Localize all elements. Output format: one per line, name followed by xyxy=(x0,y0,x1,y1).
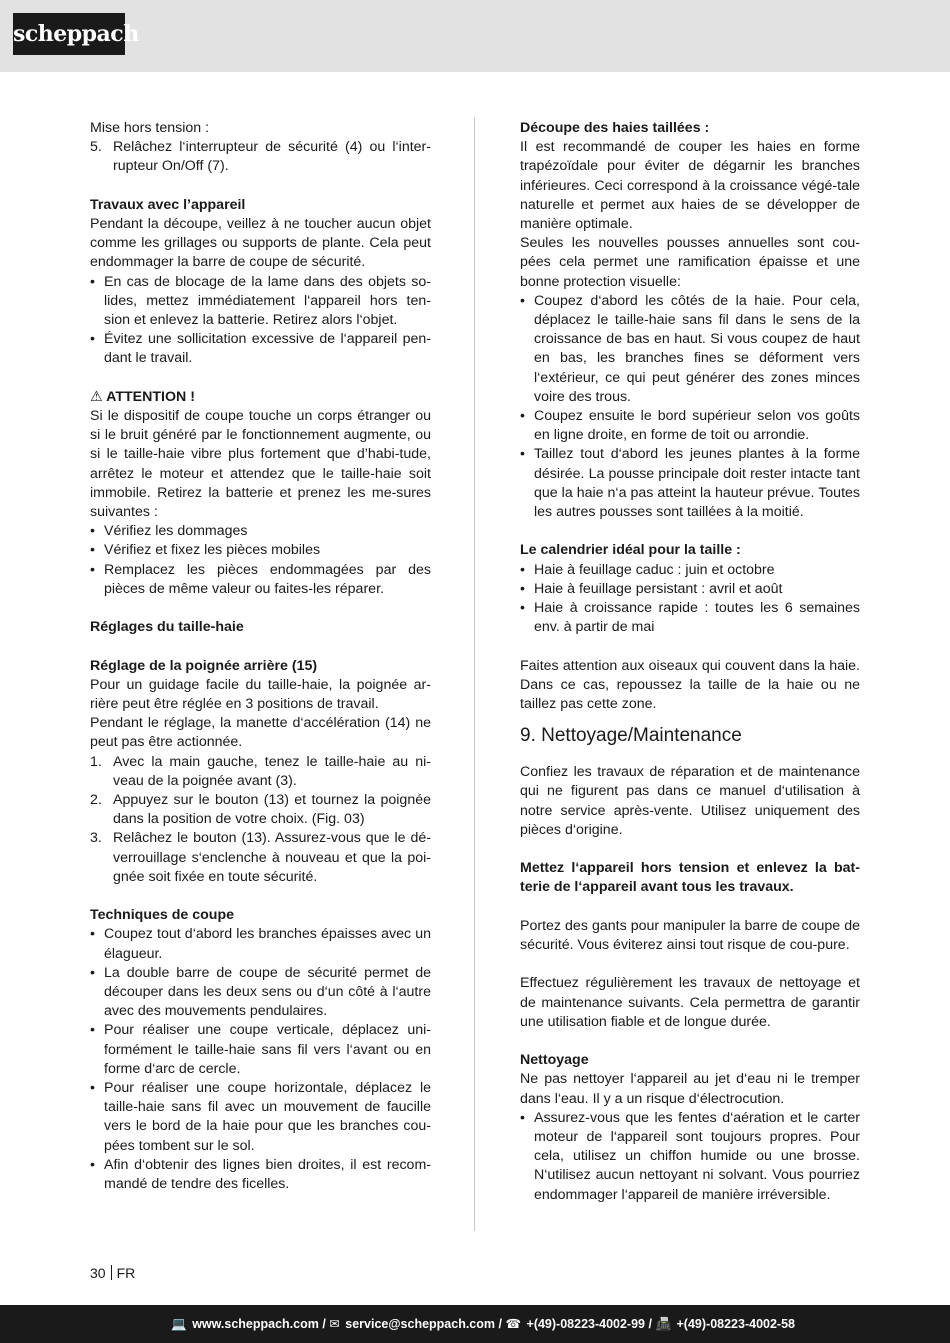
right-column xyxy=(520,119,860,1205)
list-item: • Taillez tout d‘abord les jeunes plantes à la forme désirée. La pousse principale doit rester intacte tant que la haie n‘a pas atteint la hauteur prévue. Toutes les autres pousses sont taillées à la moitié. xyxy=(520,446,860,521)
paragraph: Ne pas nettoyer l‘appareil au jet d‘eau ni le tremper dans l‘eau. Il y a un risque d‘électrocution. xyxy=(520,1071,860,1107)
paragraph: Faites attention aux oiseaux qui couvent dans la haie. Dans ce cas, repoussez la taille de la haie ou ne taillez pas cette zone. xyxy=(520,657,860,713)
contact-line xyxy=(171,1305,795,1343)
paragraph: Portez des gants pour manipuler la barre de coupe de sécurité. Vous éviterez ainsi tout risque de cou-pure. xyxy=(520,917,860,954)
column-divider xyxy=(474,117,475,1231)
numbered-item: 2. Appuyez sur le bouton (13) et tournez la poignée dans la position de votre choix. (Fig. 03) xyxy=(90,792,431,828)
paragraph: Pendant le réglage, la manette d‘accélération (14) ne peut pas être actionnée. xyxy=(90,715,431,751)
fax-icon: 📠 xyxy=(655,1317,672,1331)
paragraph: Seules les nouvelles pousses annuelles sont cou-pées cela permet une ramification épaisse et une bonne protection visuelle: xyxy=(520,235,860,290)
warning-paragraph: Mettez l‘appareil hors tension et enlevez la bat-terie de l‘appareil avant tous les travaux. xyxy=(520,860,860,896)
brand-logo: scheppach xyxy=(13,13,125,55)
fax-number: +(49)-08223-4002-58 xyxy=(676,1317,795,1331)
page-footer xyxy=(0,1305,950,1343)
list-item: • Remplacez les pièces endommagées par des pièces de même valeur ou faites-les réparer. xyxy=(90,561,431,597)
attention-heading: ⚠ ATTENTION ! xyxy=(90,388,195,405)
list-item: • En cas de blocage de la lame dans des objets so-lides, mettez immédiatement l‘appareil hors ten-sion et enlevez la batterie. Retirez alors l‘objet. xyxy=(90,273,431,329)
paragraph: Confiez les travaux de réparation et de maintenance qui ne figurent pas dans ce manuel d‘utilisation à notre service après-vente. Utilisez uniquement des pièces d‘origine. xyxy=(520,764,860,838)
email-link[interactable]: service@scheppach.com / xyxy=(345,1317,502,1331)
list-item: • Coupez ensuite le bord supérieur selon vos goûts en ligne droite, en forme de toit ou arrondie. xyxy=(520,408,860,444)
heading-reglages: Réglages du taille-haie xyxy=(90,619,244,636)
website-link[interactable]: www.scheppach.com / xyxy=(192,1317,326,1331)
page-header xyxy=(0,0,950,72)
page-number-label xyxy=(90,1264,135,1283)
list-item: • Coupez d‘abord les côtés de la haie. Pour cela, déplacez le taille-haie sans fil dans le sens de la croissance de bas en haut. Si vous coupez de haut en bas, les branches fines se déforment vers l‘extérieur, ce qui peut générer des zones minces voire des trous. xyxy=(520,292,860,405)
phone-number: +(49)-08223-4002-99 / xyxy=(526,1317,652,1331)
list-item: • Haie à feuillage caduc : juin et octobre xyxy=(520,561,775,578)
numbered-item: 3. Relâchez le bouton (13). Assurez-vous que le dé-verrouillage s‘enclenche à nouveau et que la poi-gnée soit fixée en toute sécurité. xyxy=(90,830,431,885)
heading-techniques: Techniques de coupe xyxy=(90,907,235,924)
page-number: 30 xyxy=(90,1265,106,1281)
list-item: • Assurez-vous que les fentes d‘aération et le carter moteur de l‘appareil sont toujours propres. Pour cela, utilisez un chiffon humide ou une brosse. N‘utilisez aucun nettoyant ni solvant. Vous pourriez endommager l‘appareil de manière irréversible. xyxy=(520,1109,860,1203)
language-code: FR xyxy=(116,1265,136,1281)
section-title: 9. Nettoyage/Maintenance xyxy=(520,725,742,747)
mail-icon: ✉ xyxy=(329,1317,340,1331)
power-off-label: Mise hors tension : xyxy=(90,120,210,136)
list-item: • Évitez une sollicitation excessive de l‘appareil pen-dant le travail. xyxy=(90,331,431,367)
heading-decoupe: Découpe des haies taillées : xyxy=(520,120,710,136)
numbered-item: 1. Avec la main gauche, tenez le taille-haie au ni-veau de la poignée avant (3). xyxy=(90,753,431,789)
computer-icon: 💻 xyxy=(171,1317,187,1331)
heading-nettoyage: Nettoyage xyxy=(520,1052,589,1069)
list-item: • Haie à feuillage persistant : avril et août xyxy=(520,580,783,597)
list-item: • Vérifiez les dommages xyxy=(90,523,248,540)
list-item: • Pour réaliser une coupe verticale, déplacez uni-formément le taille-haie sans fil vers l‘avant ou en forme d‘arc de cercle. xyxy=(90,1022,431,1077)
list-item: • Coupez tout d‘abord les branches épaisses avec un élagueur. xyxy=(90,926,431,962)
paragraph: Si le dispositif de coupe touche un corps étranger ou si le bruit généré par le fonctionnement augmente, ou si le taille-haie vibre plus fortement que d’habi-tude, arrêtez le moteur et attendez que le taille-haie soit immobile. Retirez la batterie et prenez les me-sures suivantes : xyxy=(90,408,431,521)
list-item: • Vérifiez et fixez les pièces mobiles xyxy=(90,542,321,559)
paragraph: Pour un guidage facile du taille-haie, la poignée ar-rière peut être réglée en 3 positions de travail. xyxy=(90,676,431,713)
list-item: • La double barre de coupe de sécurité permet de découper dans les deux sens ou d‘un côté à l‘autre avec des mouvements pendulaires. xyxy=(90,964,431,1020)
left-column xyxy=(90,119,431,1194)
heading-calendrier: Le calendrier idéal pour la taille : xyxy=(520,542,741,559)
paragraph: Effectuez régulièrement les travaux de nettoyage et de maintenance suivants. Cela permettra de garantir une utilisation fiable et de longue durée. xyxy=(520,975,860,1030)
heading-poignee: Réglage de la poignée arrière (15) xyxy=(90,657,318,674)
paragraph: Il est recommandé de couper les haies en forme trapézoïdale pour éviter de dégarnir les branches inférieures. Ceci correspond à la croissance végé-tale naturelle et permet aux haies de se développer de manière optimale. xyxy=(520,139,860,233)
list-item: • Haie à croissance rapide : toutes les 6 semaines env. à partir de mai xyxy=(520,600,860,636)
warning-icon: ⚠ xyxy=(90,388,103,405)
page-separator xyxy=(111,1265,112,1280)
numbered-item: 5. Relâchez l‘interrupteur de sécurité (4) ou l‘inter-rupteur On/Off (7). xyxy=(90,139,431,175)
list-item: • Afin d‘obtenir des lignes bien droites, il est recom-mandé de tendre des ficelles. xyxy=(90,1156,431,1193)
heading-travaux: Travaux avec l’appareil xyxy=(90,196,246,213)
paragraph: Pendant la découpe, veillez à ne toucher aucun objet comme les grillages ou supports de plante. Cela peut endommager la barre de coupe de sécurité. xyxy=(90,216,431,271)
list-item: • Pour réaliser une coupe horizontale, déplacez le taille-haie sans fil avec un mouvement de faucille vers le bord de la haie pour que les branches cou-pées tombent sur le sol. xyxy=(90,1080,431,1154)
phone-icon: ☎ xyxy=(505,1317,522,1331)
